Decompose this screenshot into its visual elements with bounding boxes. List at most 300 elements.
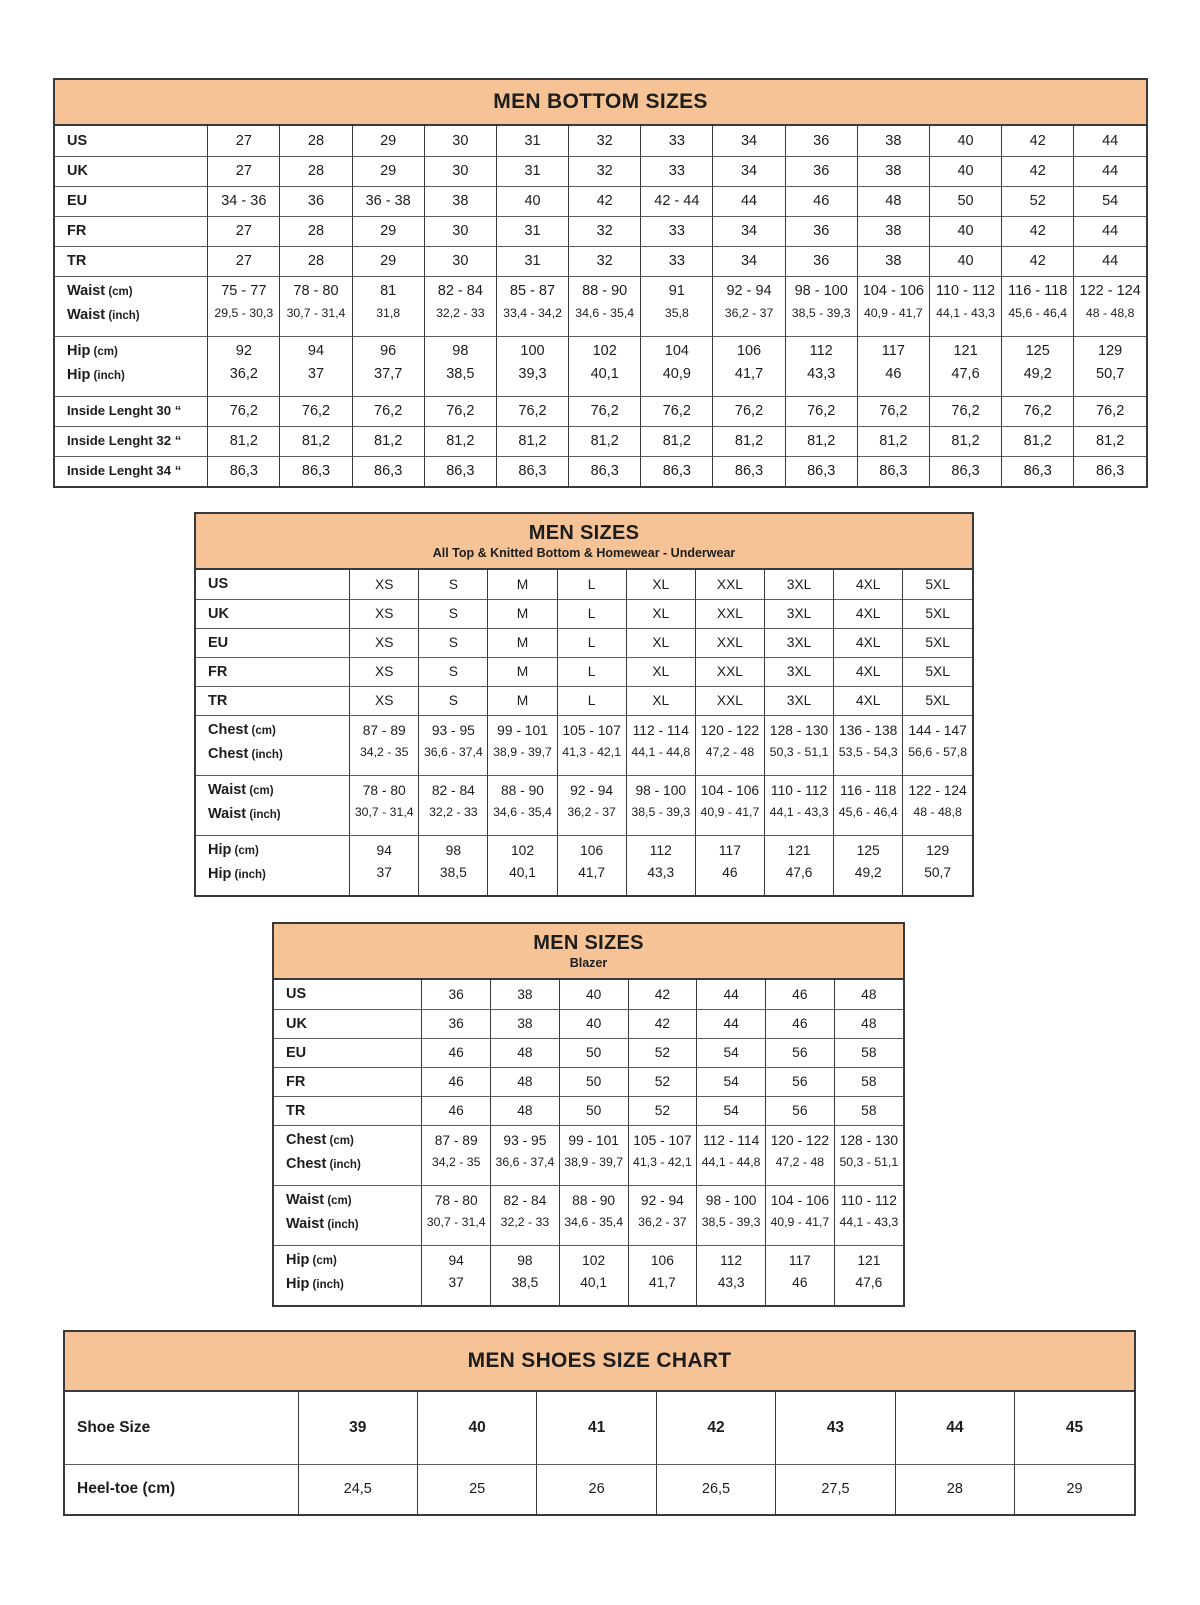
row-label-unit: (cm) (246, 785, 274, 798)
size-cell: 43,3 (785, 366, 857, 396)
size-cell: 30,7 - 31,4 (350, 805, 419, 835)
size-cell: 46 (857, 366, 929, 396)
size-cell: 81,2 (857, 426, 929, 456)
table-row (55, 276, 1146, 306)
size-cell: 102 (569, 336, 641, 366)
size-cell: 105 - 107 (628, 1125, 697, 1155)
size-cell: 92 (208, 336, 280, 366)
size-cell: 38 (857, 216, 929, 246)
row-label-text: Chest (286, 1156, 327, 1172)
size-cell: 34,2 - 35 (350, 745, 419, 775)
size-cell: 37 (350, 865, 419, 895)
size-cell: 38 (491, 1009, 560, 1038)
size-cell: 104 (641, 336, 713, 366)
size-cell: 43,3 (626, 865, 695, 895)
size-cell: 102 (488, 835, 557, 865)
size-cell: 42 (1002, 216, 1074, 246)
size-cell: 82 - 84 (491, 1185, 560, 1215)
size-cell: 86,3 (929, 456, 1001, 486)
size-cell: 34,6 - 35,4 (569, 306, 641, 336)
table-row (55, 336, 1146, 366)
size-cell: 33 (641, 126, 713, 156)
size-cell: S (419, 686, 488, 715)
size-cell: 112 (785, 336, 857, 366)
size-cell: 38,5 (419, 865, 488, 895)
row-label-text: Inside Lenght 30 “ (67, 403, 182, 418)
size-cell: 110 - 112 (834, 1185, 903, 1215)
size-cell: 31 (496, 126, 568, 156)
size-cell: 36,2 (208, 366, 280, 396)
size-cell: 40,1 (559, 1275, 628, 1305)
size-cell: XL (626, 628, 695, 657)
size-cell: 37 (422, 1275, 491, 1305)
size-cell: 44,1 - 44,8 (697, 1155, 766, 1185)
size-cell: 58 (834, 1067, 903, 1096)
size-cell: 3XL (764, 570, 833, 599)
size-cell: 40 (929, 156, 1001, 186)
size-cell: 29 (352, 216, 424, 246)
row-label-unit: (cm) (105, 286, 133, 299)
size-cell: 38 (857, 246, 929, 276)
size-cell: 33 (641, 156, 713, 186)
size-cell: XXL (695, 686, 764, 715)
table-title: MEN SIZES (528, 522, 640, 544)
size-cell: 25 (417, 1464, 536, 1514)
table-row (55, 126, 1146, 156)
size-cell: 32,2 - 33 (419, 805, 488, 835)
size-cell: 34 (713, 246, 785, 276)
size-cell: 99 - 101 (488, 715, 557, 745)
row-label (55, 456, 208, 486)
row-label (196, 805, 350, 835)
size-cell: 52 (628, 1038, 697, 1067)
size-cell: 27 (208, 246, 280, 276)
size-cell: 30 (424, 156, 496, 186)
size-cell: 38,5 - 39,3 (626, 805, 695, 835)
size-cell: 75 - 77 (208, 276, 280, 306)
size-cell: 43,3 (697, 1275, 766, 1305)
row-label-text: FR (67, 223, 87, 239)
row-label (274, 1067, 422, 1096)
row-label (55, 216, 208, 246)
size-cell: 41,3 - 42,1 (557, 745, 626, 775)
size-cell: 52 (628, 1096, 697, 1125)
table-row (274, 980, 903, 1009)
size-cell: 31,8 (352, 306, 424, 336)
size-cell: 40 (929, 126, 1001, 156)
row-label (55, 366, 208, 396)
size-cell: 86,3 (713, 456, 785, 486)
row-label-unit: (cm) (324, 1195, 352, 1208)
size-cell: 40,9 - 41,7 (857, 306, 929, 336)
size-cell: 81,2 (569, 426, 641, 456)
size-cell: 56 (765, 1038, 834, 1067)
size-cell: 87 - 89 (422, 1125, 491, 1155)
table-row (55, 246, 1146, 276)
size-cell: 44,1 - 43,3 (834, 1215, 903, 1245)
table-row (196, 775, 972, 805)
size-cell: 41,7 (628, 1275, 697, 1305)
size-cell: 104 - 106 (857, 276, 929, 306)
size-cell: 81,2 (424, 426, 496, 456)
size-cell: 38 (491, 980, 560, 1009)
size-cell: 27 (208, 156, 280, 186)
size-cell: 47,2 - 48 (695, 745, 764, 775)
size-cell: 40 (559, 1009, 628, 1038)
men-sizes-tops-section (194, 512, 974, 897)
men-sizes-tops-header (196, 514, 972, 570)
row-label (274, 1155, 422, 1185)
men-bottom-sizes-section (53, 78, 1148, 488)
size-cell: 38,9 - 39,7 (488, 745, 557, 775)
row-label-text: UK (208, 605, 229, 622)
size-cell: 44 (697, 1009, 766, 1038)
size-cell: 99 - 101 (559, 1125, 628, 1155)
table-row (196, 715, 972, 745)
row-label-text: Chest (286, 1132, 327, 1149)
size-cell: 76,2 (1074, 396, 1146, 426)
size-cell: 44 (895, 1392, 1014, 1464)
size-cell: 78 - 80 (280, 276, 352, 306)
size-cell: 117 (857, 336, 929, 366)
size-cell: 36 (785, 126, 857, 156)
size-cell: 38 (857, 156, 929, 186)
size-cell: 29 (1015, 1464, 1134, 1514)
size-cell: 39,3 (496, 366, 568, 396)
size-cell: 86,3 (352, 456, 424, 486)
size-cell: 29 (352, 246, 424, 276)
size-cell: 76,2 (280, 396, 352, 426)
size-cell: XL (626, 570, 695, 599)
size-cell: 112 (626, 835, 695, 865)
size-cell: 38,9 - 39,7 (559, 1155, 628, 1185)
size-cell: 46 (765, 1275, 834, 1305)
size-cell: 41,3 - 42,1 (628, 1155, 697, 1185)
size-cell: 98 - 100 (785, 276, 857, 306)
size-cell: 110 - 112 (764, 775, 833, 805)
row-label (274, 1245, 422, 1275)
size-cell: 50,7 (903, 865, 972, 895)
size-cell: 120 - 122 (695, 715, 764, 745)
size-cell: 29 (352, 126, 424, 156)
table-row (274, 1155, 903, 1185)
men-sizes-tops-table (196, 570, 972, 895)
size-cell: 86,3 (1074, 456, 1146, 486)
size-cell: 122 - 124 (1074, 276, 1146, 306)
size-cell: 32 (569, 216, 641, 246)
size-cell: 86,3 (208, 456, 280, 486)
size-cell: 4XL (834, 599, 903, 628)
row-label (196, 570, 350, 599)
size-cell: 112 - 114 (697, 1125, 766, 1155)
size-cell: 5XL (903, 570, 972, 599)
table-subtitle: All Top & Knitted Bottom & Homewear - Underwear (432, 546, 736, 560)
size-cell: 4XL (834, 570, 903, 599)
size-cell: 38,5 (424, 366, 496, 396)
table-row (196, 805, 972, 835)
size-cell: 86,3 (785, 456, 857, 486)
size-cell: 76,2 (1002, 396, 1074, 426)
row-label-text: UK (286, 1015, 307, 1032)
size-cell: 42 (628, 980, 697, 1009)
size-cell: 36,6 - 37,4 (491, 1155, 560, 1185)
size-cell: 3XL (764, 628, 833, 657)
size-cell: 105 - 107 (557, 715, 626, 745)
size-cell: 76,2 (857, 396, 929, 426)
size-cell: 28 (280, 156, 352, 186)
row-label-unit: (inch) (309, 1279, 344, 1291)
row-label-text: FR (286, 1073, 306, 1090)
size-cell: 86,3 (569, 456, 641, 486)
table-row (274, 1067, 903, 1096)
row-label (196, 715, 350, 745)
size-cell: 100 (496, 336, 568, 366)
size-cell: 54 (697, 1096, 766, 1125)
size-cell: 82 - 84 (419, 775, 488, 805)
row-label (196, 775, 350, 805)
table-row (274, 1125, 903, 1155)
size-cell: 125 (834, 835, 903, 865)
size-cell: 112 (697, 1245, 766, 1275)
size-cell: 81,2 (929, 426, 1001, 456)
size-cell: 36 (785, 156, 857, 186)
size-cell: 47,6 (834, 1275, 903, 1305)
size-cell: 31 (496, 156, 568, 186)
size-cell: S (419, 599, 488, 628)
size-cell: 46 (765, 980, 834, 1009)
size-cell: 58 (834, 1096, 903, 1125)
size-cell: 98 - 100 (626, 775, 695, 805)
size-cell: 98 - 100 (697, 1185, 766, 1215)
size-cell: 116 - 118 (834, 775, 903, 805)
table-row (196, 745, 972, 775)
size-cell: 81,2 (1074, 426, 1146, 456)
size-cell: 33,4 - 34,2 (496, 306, 568, 336)
size-cell: 36,6 - 37,4 (419, 745, 488, 775)
size-cell: 53,5 - 54,3 (834, 745, 903, 775)
size-cell: 38,5 (491, 1275, 560, 1305)
size-cell: 4XL (834, 686, 903, 715)
size-cell: 46 (422, 1038, 491, 1067)
size-cell: 81,2 (496, 426, 568, 456)
table-title: MEN SIZES (533, 932, 644, 954)
row-label-unit: (cm) (231, 845, 259, 858)
size-cell: 96 (352, 336, 424, 366)
size-cell: 128 - 130 (834, 1125, 903, 1155)
size-cell: 86,3 (641, 456, 713, 486)
row-label-text: Inside Lenght 32 “ (67, 433, 182, 448)
size-cell: 128 - 130 (764, 715, 833, 745)
row-label-text: UK (67, 163, 88, 179)
size-cell: 104 - 106 (765, 1185, 834, 1215)
table-row (196, 835, 972, 865)
size-cell: 32 (569, 126, 641, 156)
row-label-text: Chest (208, 746, 249, 762)
size-cell: 3XL (764, 657, 833, 686)
men-shoes-size-chart-header (65, 1332, 1134, 1392)
size-cell: 91 (641, 276, 713, 306)
size-cell: 98 (419, 835, 488, 865)
size-cell: 28 (280, 246, 352, 276)
row-label-unit: (inch) (326, 1159, 361, 1171)
row-label (55, 426, 208, 456)
size-cell: 49,2 (834, 865, 903, 895)
size-cell: 88 - 90 (569, 276, 641, 306)
table-row (55, 426, 1146, 456)
table-row (55, 306, 1146, 336)
size-cell: 92 - 94 (628, 1185, 697, 1215)
table-row (55, 186, 1146, 216)
size-cell: 38,5 - 39,3 (785, 306, 857, 336)
table-row (274, 1038, 903, 1067)
size-cell: 48 (491, 1038, 560, 1067)
size-cell: 47,2 - 48 (765, 1155, 834, 1185)
size-cell: 32 (569, 246, 641, 276)
size-cell: 40 (929, 246, 1001, 276)
size-cell: 136 - 138 (834, 715, 903, 745)
size-cell: 26,5 (656, 1464, 775, 1514)
table-row (55, 456, 1146, 486)
size-cell: 4XL (834, 657, 903, 686)
size-cell: 48 (491, 1096, 560, 1125)
table-row (274, 1185, 903, 1215)
size-cell: 34 (713, 126, 785, 156)
size-cell: 86,3 (280, 456, 352, 486)
table-row (196, 686, 972, 715)
size-cell: 40,1 (569, 366, 641, 396)
table-row (196, 599, 972, 628)
table-row (55, 396, 1146, 426)
size-cell: 58 (834, 1038, 903, 1067)
size-cell: 121 (764, 835, 833, 865)
row-label (274, 1275, 422, 1305)
size-cell: 32,2 - 33 (491, 1215, 560, 1245)
row-label-text: EU (286, 1044, 307, 1061)
size-cell: 44 (1074, 246, 1146, 276)
row-label-text: FR (208, 663, 228, 680)
size-cell: S (419, 570, 488, 599)
row-label (55, 186, 208, 216)
size-cell: 50,7 (1074, 366, 1146, 396)
row-label-text: US (286, 986, 307, 1003)
row-label-text: Hip (208, 842, 232, 859)
size-cell: 36,2 - 37 (557, 805, 626, 835)
size-cell: 120 - 122 (765, 1125, 834, 1155)
size-cell: 93 - 95 (419, 715, 488, 745)
size-cell: 81,2 (785, 426, 857, 456)
size-cell: 52 (1002, 186, 1074, 216)
size-cell: 81,2 (713, 426, 785, 456)
size-cell: 38 (857, 126, 929, 156)
table-title: MEN SHOES SIZE CHART (467, 1349, 732, 1372)
size-cell: M (488, 599, 557, 628)
row-label (55, 396, 208, 426)
size-cell: 92 - 94 (713, 276, 785, 306)
row-label-unit: (inch) (90, 370, 125, 382)
size-cell: 38 (424, 186, 496, 216)
size-cell: 30 (424, 216, 496, 246)
size-cell: 45 (1015, 1392, 1134, 1464)
size-cell: 38,5 - 39,3 (697, 1215, 766, 1245)
size-cell: 48 (834, 980, 903, 1009)
table-row (55, 366, 1146, 396)
size-cell: 40,9 (641, 366, 713, 396)
row-label-unit: (cm) (309, 1255, 337, 1268)
size-cell: 31 (496, 216, 568, 246)
row-label-text: EU (67, 193, 88, 209)
size-cell: XS (350, 686, 419, 715)
size-cell: 44 (1074, 216, 1146, 246)
size-cell: 33 (641, 216, 713, 246)
size-cell: 41,7 (557, 865, 626, 895)
size-cell: 76,2 (569, 396, 641, 426)
row-label-text: TR (208, 692, 228, 709)
row-label-unit: (inch) (105, 310, 140, 322)
row-label-text: Chest (208, 722, 249, 739)
row-label (196, 835, 350, 865)
size-cell: 44,1 - 44,8 (626, 745, 695, 775)
table-row (196, 628, 972, 657)
size-cell: 37,7 (352, 366, 424, 396)
size-cell: 54 (697, 1067, 766, 1096)
size-cell: 29 (352, 156, 424, 186)
size-cell: 93 - 95 (491, 1125, 560, 1155)
size-cell: M (488, 657, 557, 686)
row-label-unit: (cm) (326, 1135, 354, 1148)
size-cell: 56 (765, 1067, 834, 1096)
size-cell: 76,2 (785, 396, 857, 426)
size-cell: 50 (559, 1038, 628, 1067)
row-label-text: Hip (67, 343, 91, 360)
size-cell: 116 - 118 (1002, 276, 1074, 306)
size-cell: 86,3 (496, 456, 568, 486)
table-title: MEN BOTTOM SIZES (493, 90, 708, 113)
row-label-unit: (inch) (231, 869, 266, 881)
size-cell: 46 (785, 186, 857, 216)
size-cell: 41 (537, 1392, 656, 1464)
size-cell: S (419, 628, 488, 657)
size-cell: 45,6 - 46,4 (1002, 306, 1074, 336)
row-label-text: Hip (286, 1276, 310, 1292)
size-cell: 42 (1002, 246, 1074, 276)
size-cell: 42 (569, 186, 641, 216)
size-cell: 26 (537, 1464, 656, 1514)
size-cell: 86,3 (857, 456, 929, 486)
size-cell: 44,1 - 43,3 (929, 306, 1001, 336)
size-cell: 76,2 (641, 396, 713, 426)
size-cell: 125 (1002, 336, 1074, 366)
size-cell: 106 (628, 1245, 697, 1275)
table-row (274, 1009, 903, 1038)
row-label-unit: (inch) (248, 749, 283, 761)
size-cell: 36 - 38 (352, 186, 424, 216)
size-cell: 40 (929, 216, 1001, 246)
table-row (55, 156, 1146, 186)
table-subtitle: Blazer (569, 956, 608, 970)
size-cell: 40 (496, 186, 568, 216)
row-label (196, 686, 350, 715)
size-cell: 42 - 44 (641, 186, 713, 216)
men-shoes-size-chart-table (65, 1392, 1134, 1514)
row-label-text: Waist (208, 806, 247, 822)
size-cell: XS (350, 599, 419, 628)
size-cell: 36 (422, 1009, 491, 1038)
size-cell: 50,3 - 51,1 (834, 1155, 903, 1185)
size-cell: 56,6 - 57,8 (903, 745, 972, 775)
size-cell: 121 (834, 1245, 903, 1275)
row-label (274, 980, 422, 1009)
row-label (196, 657, 350, 686)
